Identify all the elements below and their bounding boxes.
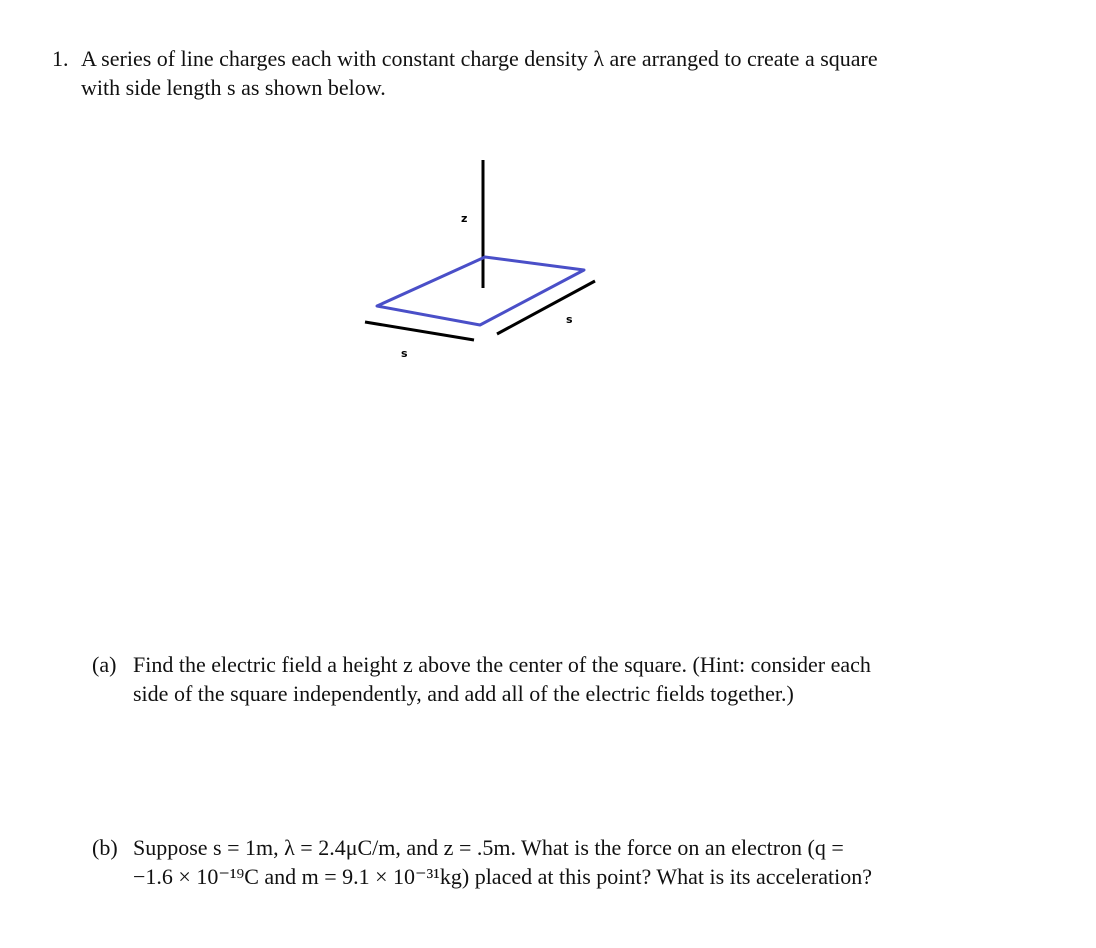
square-figure [355,150,615,370]
part-b-label: (b) [92,835,118,860]
charged-square [377,257,584,325]
s-label-left: s [401,347,408,360]
square-diagram [355,150,615,370]
part-b-line-1: Suppose s = 1m, λ = 2.4μC/m, and z = .5m. What is the force on an electron (q = [133,835,844,860]
s-label-right: s [566,313,573,326]
part-a-line-1: Find the electric field a height z above the center of the square. (Hint: consider each [133,652,871,677]
side-length-bar-left [365,322,474,340]
problem-number: 1. [52,46,69,71]
part-a-line-2: side of the square independently, and add all of the electric fields together.) [133,681,794,706]
z-label: z [461,212,468,225]
part-b-line-2: −1.6 × 10⁻¹⁹C and m = 9.1 × 10⁻³¹kg) placed at this point? What is its acceleration? [133,864,872,889]
intro-line-1: A series of line charges each with constant charge density λ are arranged to create a square [81,46,878,71]
part-a-label: (a) [92,652,117,677]
intro-line-2: with side length s as shown below. [81,75,386,100]
